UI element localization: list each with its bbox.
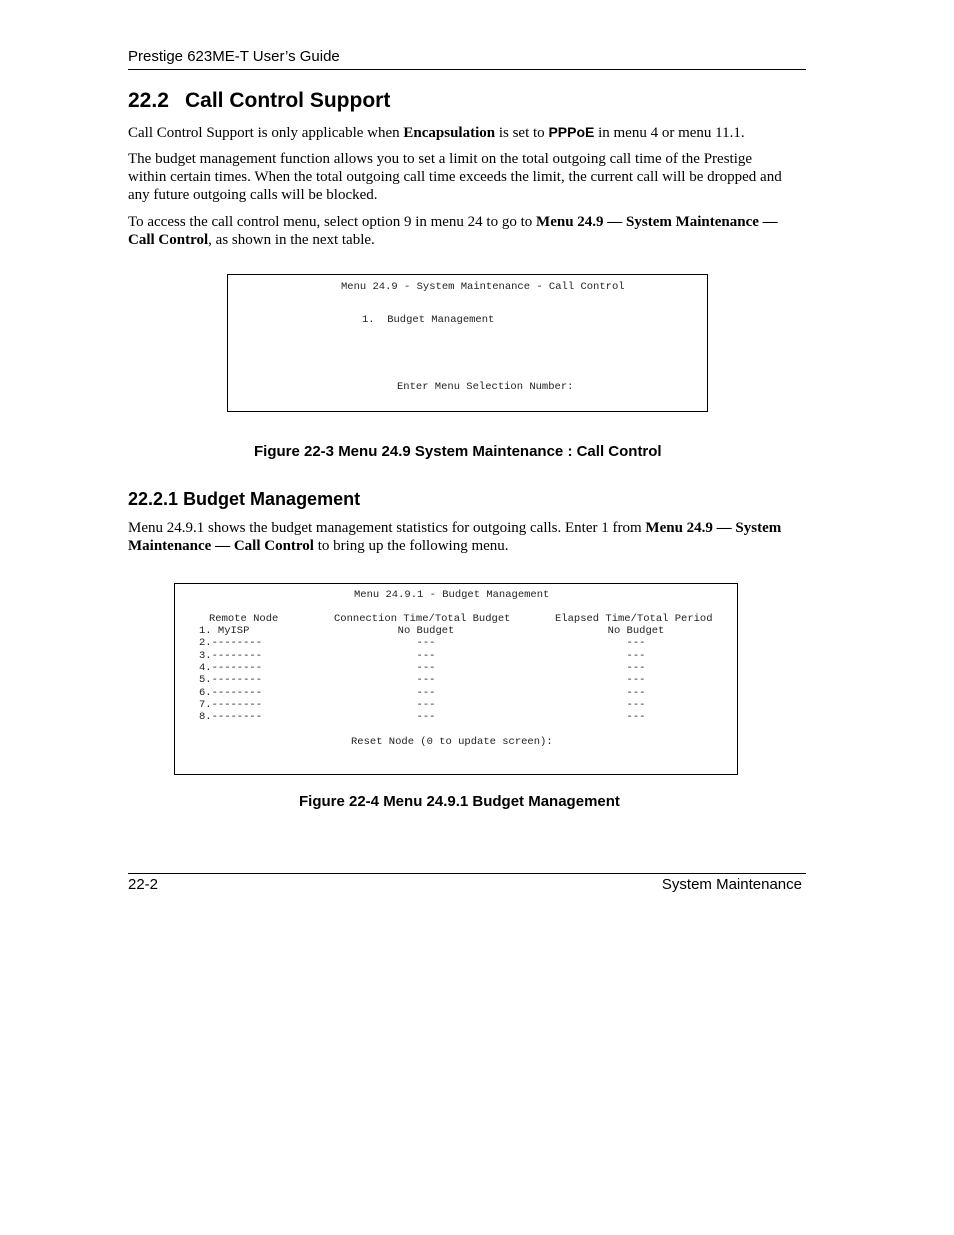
footer-page-number: 22-2 — [128, 876, 159, 893]
menu2-row-node: 7.-------- — [199, 698, 263, 711]
menu2-row-elapsed: No Budget — [607, 625, 665, 637]
figure-22-4-caption: Figure 22-4 Menu 24.9.1 Budget Management — [299, 793, 620, 810]
paragraph-applicability — [128, 123, 793, 142]
menu2-title: Menu 24.9.1 - Budget Management — [354, 589, 550, 601]
para1-text-e: in menu 4 or menu 11.1. — [594, 125, 745, 141]
para4-menu-path: Menu 24.9 — System Maintenance — Call Control — [128, 520, 782, 554]
header-title: Prestige 623ME-T User’s Guide — [128, 48, 340, 65]
paragraph-budget-function — [128, 150, 793, 204]
menu2-row-elapsed: --- — [626, 649, 646, 662]
para1-encapsulation: Encapsulation — [403, 125, 496, 141]
menu2-row-node: 6.-------- — [199, 686, 263, 699]
menu2-header-remote-node: Remote Node — [209, 613, 279, 625]
menu2-row-node: 5.-------- — [199, 674, 263, 687]
section-title: Call Control Support — [185, 89, 391, 112]
para2-text: The budget management function allows you to set a limit on the total outgoing call time of the Prestige within certain times. When the total outgoing call time exceeds the limit, the current call will be dropped and any future outgoing calls will be blocked. — [128, 151, 782, 203]
menu2-header-connection: Connection Time/Total Budget — [334, 613, 511, 625]
menu2-row-connection: --- — [416, 686, 436, 699]
menu-24-9-1-screen — [174, 583, 738, 775]
menu2-prompt: Reset Node (0 to update screen): — [351, 736, 553, 748]
page-header — [128, 47, 806, 70]
para1-text-a: Call Control Support is only applicable when — [128, 125, 404, 141]
menu2-header-elapsed: Elapsed Time/Total Period — [555, 613, 713, 625]
menu1-option-budget: 1. Budget Management — [362, 314, 495, 326]
menu2-row-node: 3.-------- — [199, 649, 263, 662]
subsection-heading — [128, 489, 360, 510]
menu2-row-elapsed: --- — [626, 674, 646, 687]
menu1-title: Menu 24.9 - System Maintenance - Call Control — [341, 281, 625, 293]
menu2-row-connection: --- — [416, 649, 436, 662]
paragraph-budget-menu — [128, 519, 793, 555]
paragraph-access-menu — [128, 213, 793, 249]
para4-text-a: Menu 24.9.1 shows the budget management statistics for outgoing calls. Enter 1 from — [128, 520, 646, 536]
menu2-row-connection: --- — [416, 637, 436, 650]
section-heading — [128, 89, 390, 113]
para3-menu-path: Menu 24.9 — System Maintenance — Call Control — [128, 214, 778, 248]
menu2-row-connection: No Budget — [397, 625, 455, 637]
menu2-row-node: 2.-------- — [199, 637, 263, 650]
subsection-number: 22.2.1 — [128, 489, 179, 509]
para3-text-a: To access the call control menu, select option 9 in menu 24 to go to — [128, 214, 537, 230]
figure-22-3-caption: Figure 22-3 Menu 24.9 System Maintenance : Call Control — [254, 443, 662, 460]
menu2-row-elapsed: --- — [626, 711, 646, 724]
subsection-title: Budget Management — [183, 489, 361, 509]
para1-pppoe: PPPoE — [548, 124, 595, 140]
para4-text-c: to bring up the following menu. — [313, 538, 509, 554]
menu2-row-elapsed: --- — [626, 661, 646, 674]
menu-24-9-screen — [227, 274, 708, 412]
para1-text-c: is set to — [495, 125, 549, 141]
para3-text-c: , as shown in the next table. — [208, 232, 375, 248]
menu2-row-connection: --- — [416, 711, 436, 724]
menu2-row-elapsed: --- — [626, 686, 646, 699]
menu2-row-connection: --- — [416, 661, 436, 674]
menu2-row-connection: --- — [416, 674, 436, 687]
menu2-row-connection: --- — [416, 698, 436, 711]
footer-chapter: System Maintenance — [661, 876, 802, 893]
menu2-row-node: 8.-------- — [199, 711, 263, 724]
menu1-prompt: Enter Menu Selection Number: — [397, 381, 574, 393]
page-footer — [128, 873, 806, 896]
section-number: 22.2 — [128, 89, 169, 112]
menu2-row-node: 4.-------- — [199, 661, 263, 674]
menu2-row-elapsed: --- — [626, 698, 646, 711]
menu2-row-node: 1. MyISP — [199, 625, 250, 637]
menu2-row-elapsed: --- — [626, 637, 646, 650]
